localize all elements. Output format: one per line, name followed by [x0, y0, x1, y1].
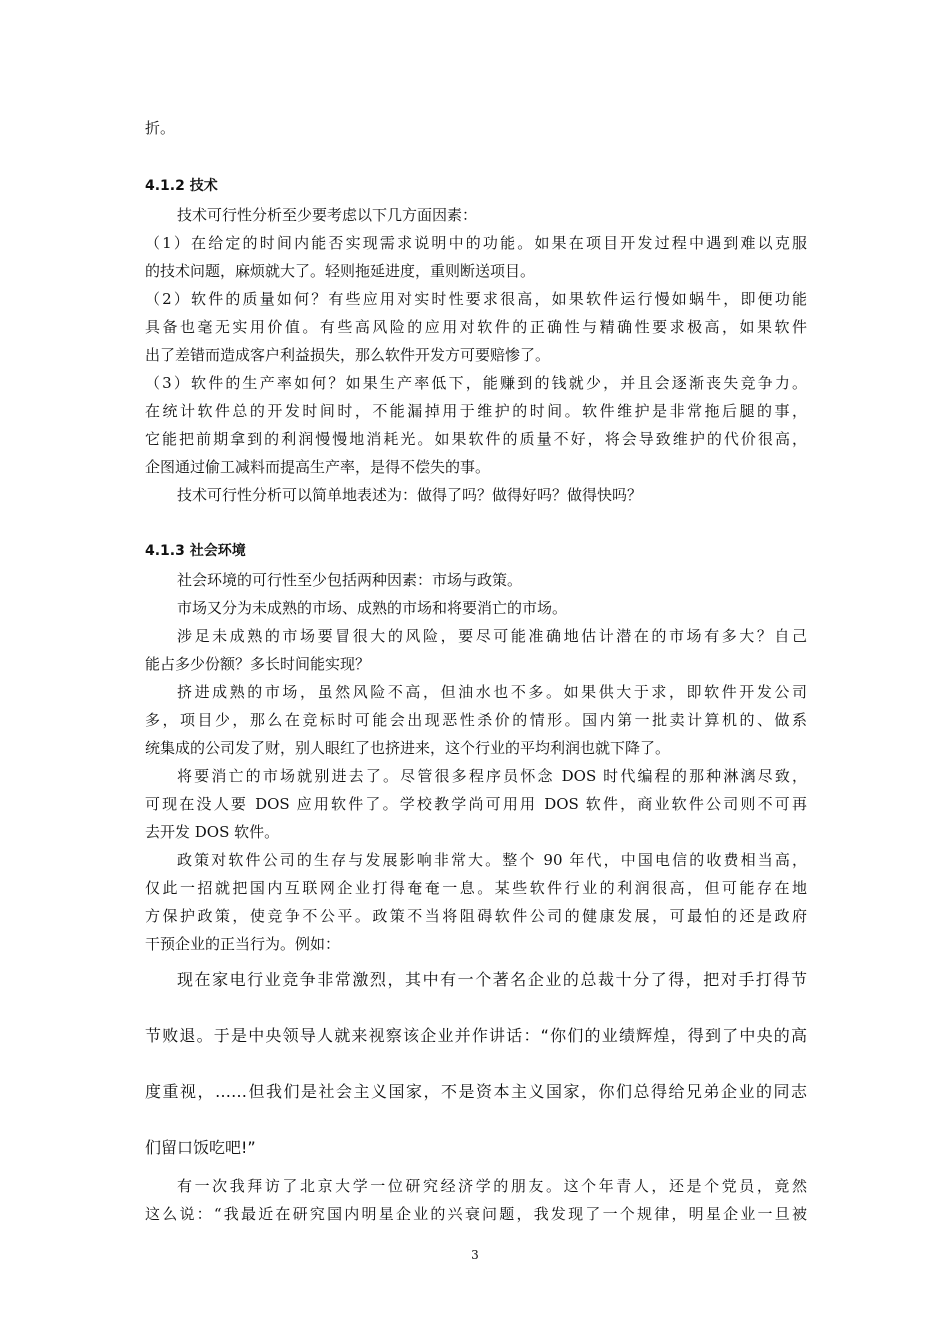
text-line: 的技术问题，麻烦就大了。轻则拖延进度，重则断送项目。 [145, 262, 536, 280]
text-line: 技术可行性分析可以简单地表述为：做得了吗？做得好吗？做得快吗？ [177, 486, 643, 504]
text-line: 折。 [145, 119, 176, 137]
text-line: 技术可行性分析至少要考虑以下几方面因素： [177, 206, 478, 224]
text-line: 能占多少份额？多长时间能实现？ [145, 655, 371, 673]
text-line: 现在家电行业竞争非常激烈，其中有一个著名企业的总裁十分了得，把对手打得节 [177, 970, 807, 989]
text-line: 度重视，……但我们是社会主义国家，不是资本主义国家，你们总得给兄弟企业的同志 [145, 1082, 807, 1101]
text-line: 政策对软件公司的生存与发展影响非常大。整个 90 年代，中国电信的收费相当高， [177, 851, 807, 869]
text-line: 这么说：“我最近在研究国内明星企业的兴衰问题，我发现了一个规律，明星企业一旦被 [145, 1205, 807, 1223]
section-heading: 4.1.3 社会环境 [145, 543, 246, 559]
text-line: 将要消亡的市场就别进去了。尽管很多程序员怀念 DOS 时代编程的那种淋漓尽致， [177, 767, 807, 785]
text-line: 它能把前期拿到的利润慢慢地消耗光。如果软件的质量不好，将会导致维护的代价很高， [145, 430, 807, 448]
section-heading: 4.1.2 技术 [145, 178, 218, 194]
text-line: 市场又分为未成熟的市场、成熟的市场和将要消亡的市场。 [177, 599, 568, 617]
text-line: 可现在没人要 DOS 应用软件了。学校教学尚可用用 DOS 软件，商业软件公司则不可再 [145, 795, 807, 813]
text-line: 统集成的公司发了财，别人眼红了也挤进来，这个行业的平均利润也就下降了。 [145, 739, 671, 757]
text-line: 方保护政策，使竞争不公平。政策不当将阻碍软件公司的健康发展，可最怕的还是政府 [145, 907, 807, 925]
text-line: 有一次我拜访了北京大学一位研究经济学的朋友。这个年青人，还是个党员，竟然 [177, 1177, 807, 1195]
text-line: 去开发 DOS 软件。 [145, 823, 280, 841]
text-line: 挤进成熟的市场，虽然风险不高，但油水也不多。如果供大于求，即软件开发公司 [177, 683, 807, 701]
page-number: 3 [471, 1248, 479, 1262]
text-line: 具备也毫无实用价值。有些高风险的应用对软件的正确性与精确性要求极高，如果软件 [145, 318, 807, 336]
text-line: 出了差错而造成客户利益损失，那么软件开发方可要赔惨了。 [145, 346, 551, 364]
text-line: 企图通过偷工减料而提高生产率，是得不偿失的事。 [145, 458, 491, 476]
text-line: 们留口饭吃吧!” [145, 1138, 256, 1157]
text-line: 社会环境的可行性至少包括两种因素：市场与政策。 [177, 571, 523, 589]
text-line: 涉足未成熟的市场要冒很大的风险，要尽可能准确地估计潜在的市场有多大？自己 [177, 627, 807, 645]
text-line: （3）软件的生产率如何？如果生产率低下，能赚到的钱就少，并且会逐渐丧失竞争力。 [145, 374, 807, 392]
text-line: 干预企业的正当行为。例如： [145, 935, 341, 953]
text-line: 节败退。于是中央领导人就来视察该企业并作讲话：“你们的业绩辉煌，得到了中央的高 [145, 1026, 807, 1045]
text-line: 仅此一招就把国内互联网企业打得奄奄一息。某些软件行业的利润很高，但可能存在地 [145, 879, 807, 897]
text-line: （1）在给定的时间内能否实现需求说明中的功能。如果在项目开发过程中遇到难以克服 [145, 234, 807, 252]
text-line: （2）软件的质量如何？有些应用对实时性要求很高，如果软件运行慢如蜗牛，即便功能 [145, 290, 807, 308]
text-line: 多，项目少，那么在竞标时可能会出现恶性杀价的情形。国内第一批卖计算机的、做系 [145, 711, 807, 729]
text-line: 在统计软件总的开发时间时，不能漏掉用于维护的时间。软件维护是非常拖后腿的事， [145, 402, 807, 420]
